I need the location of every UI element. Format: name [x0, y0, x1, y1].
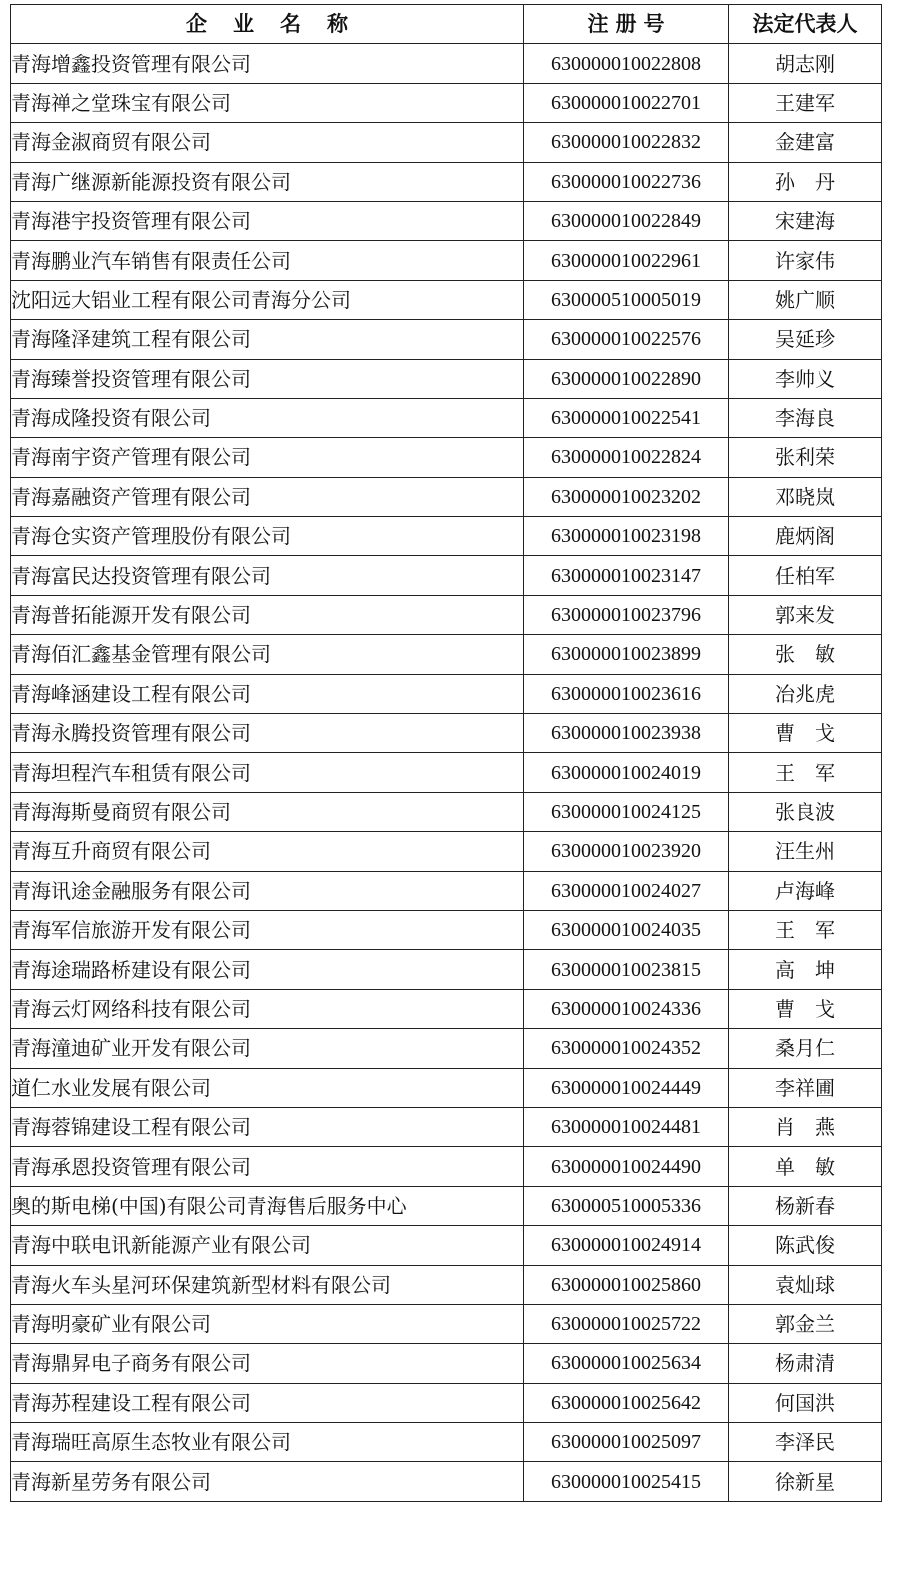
legal-representative-cell: 袁灿球 [729, 1265, 882, 1304]
enterprise-name-cell: 青海中联电讯新能源产业有限公司 [11, 1226, 524, 1265]
legal-representative-cell: 汪生州 [729, 832, 882, 871]
legal-representative-cell: 王建军 [729, 83, 882, 122]
legal-representative-cell: 杨新春 [729, 1186, 882, 1225]
enterprise-name-cell: 青海苏程建设工程有限公司 [11, 1383, 524, 1422]
legal-representative-cell: 宋建海 [729, 201, 882, 240]
legal-representative-cell: 鹿炳阁 [729, 517, 882, 556]
table-row [11, 1383, 882, 1422]
table-row [11, 714, 882, 753]
enterprise-name-cell: 青海富民达投资管理有限公司 [11, 556, 524, 595]
legal-representative-cell: 李帅义 [729, 359, 882, 398]
enterprise-name-cell: 青海佰汇鑫基金管理有限公司 [11, 635, 524, 674]
legal-representative-cell: 曹戈 [729, 989, 882, 1028]
registration-number-cell: 630000010022849 [524, 201, 729, 240]
table-row [11, 123, 882, 162]
header-enterprise-name: 企业名称 [11, 5, 524, 44]
enterprise-name-cell: 青海普拓能源开发有限公司 [11, 595, 524, 634]
enterprise-name-cell: 青海蓉锦建设工程有限公司 [11, 1107, 524, 1146]
table-body [11, 44, 882, 1501]
registration-number-cell: 630000010025722 [524, 1304, 729, 1343]
table-row [11, 1147, 882, 1186]
legal-representative-cell: 肖燕 [729, 1107, 882, 1146]
table-row [11, 871, 882, 910]
table-row [11, 1226, 882, 1265]
registration-number-cell: 630000010023899 [524, 635, 729, 674]
enterprise-name-cell: 青海明豪矿业有限公司 [11, 1304, 524, 1343]
registration-number-cell: 630000010024336 [524, 989, 729, 1028]
legal-representative-cell: 郭来发 [729, 595, 882, 634]
registration-number-cell: 630000010022832 [524, 123, 729, 162]
enterprise-name-cell: 青海云灯网络科技有限公司 [11, 989, 524, 1028]
legal-representative-cell: 胡志刚 [729, 44, 882, 83]
legal-representative-cell: 徐新星 [729, 1462, 882, 1501]
enterprise-name-cell: 青海鼎昇电子商务有限公司 [11, 1344, 524, 1383]
enterprise-name-cell: 道仁水业发展有限公司 [11, 1068, 524, 1107]
enterprise-name-cell: 青海鹏业汽车销售有限责任公司 [11, 241, 524, 280]
enterprise-name-cell: 青海新星劳务有限公司 [11, 1462, 524, 1501]
table-row [11, 989, 882, 1028]
enterprise-name-cell: 青海军信旅游开发有限公司 [11, 910, 524, 949]
table-row [11, 910, 882, 949]
enterprise-name-cell: 青海永腾投资管理有限公司 [11, 714, 524, 753]
registration-number-cell: 630000010024027 [524, 871, 729, 910]
enterprise-registry-table [10, 4, 882, 1502]
registration-number-cell: 630000010022701 [524, 83, 729, 122]
registration-number-cell: 630000010023920 [524, 832, 729, 871]
enterprise-name-cell: 青海隆泽建筑工程有限公司 [11, 320, 524, 359]
registration-number-cell: 630000010022961 [524, 241, 729, 280]
enterprise-name-cell: 青海仓实资产管理股份有限公司 [11, 517, 524, 556]
registration-number-cell: 630000010025642 [524, 1383, 729, 1422]
legal-representative-cell: 张利荣 [729, 438, 882, 477]
legal-representative-cell: 金建富 [729, 123, 882, 162]
enterprise-name-cell: 青海臻誉投资管理有限公司 [11, 359, 524, 398]
registration-number-cell: 630000010022736 [524, 162, 729, 201]
registration-number-cell: 630000010022576 [524, 320, 729, 359]
registration-number-cell: 630000510005019 [524, 280, 729, 319]
legal-representative-cell: 冶兆虎 [729, 674, 882, 713]
table-row [11, 635, 882, 674]
enterprise-name-cell: 青海途瑞路桥建设有限公司 [11, 950, 524, 989]
table-row [11, 1186, 882, 1225]
table-row [11, 832, 882, 871]
table-row [11, 44, 882, 83]
enterprise-name-cell: 青海嘉融资产管理有限公司 [11, 477, 524, 516]
registration-number-cell: 630000010023938 [524, 714, 729, 753]
registration-number-cell: 630000010023198 [524, 517, 729, 556]
table-row [11, 1265, 882, 1304]
legal-representative-cell: 孙丹 [729, 162, 882, 201]
enterprise-name-cell: 沈阳远大铝业工程有限公司青海分公司 [11, 280, 524, 319]
enterprise-name-cell: 青海承恩投资管理有限公司 [11, 1147, 524, 1186]
table-row [11, 280, 882, 319]
registration-number-cell: 630000010024481 [524, 1107, 729, 1146]
enterprise-name-cell: 青海海斯曼商贸有限公司 [11, 792, 524, 831]
enterprise-name-cell: 青海广继源新能源投资有限公司 [11, 162, 524, 201]
enterprise-name-cell: 青海潼迪矿业开发有限公司 [11, 1029, 524, 1068]
table-row [11, 241, 882, 280]
enterprise-name-cell: 青海增鑫投资管理有限公司 [11, 44, 524, 83]
table-row [11, 517, 882, 556]
legal-representative-cell: 任柏军 [729, 556, 882, 595]
table-header-row [11, 5, 882, 44]
registration-number-cell: 630000010022808 [524, 44, 729, 83]
registration-number-cell: 630000510005336 [524, 1186, 729, 1225]
enterprise-name-cell: 青海金淑商贸有限公司 [11, 123, 524, 162]
legal-representative-cell: 姚广顺 [729, 280, 882, 319]
table-row [11, 1423, 882, 1462]
legal-representative-cell: 张良波 [729, 792, 882, 831]
enterprise-name-cell: 青海讯途金融服务有限公司 [11, 871, 524, 910]
table-row [11, 1344, 882, 1383]
registration-number-cell: 630000010024125 [524, 792, 729, 831]
legal-representative-cell: 许家伟 [729, 241, 882, 280]
legal-representative-cell: 邓晓岚 [729, 477, 882, 516]
legal-representative-cell: 单敏 [729, 1147, 882, 1186]
legal-representative-cell: 李祥圃 [729, 1068, 882, 1107]
table-row [11, 320, 882, 359]
legal-representative-cell: 李泽民 [729, 1423, 882, 1462]
legal-representative-cell: 卢海峰 [729, 871, 882, 910]
enterprise-name-cell: 青海南宇资产管理有限公司 [11, 438, 524, 477]
table-row [11, 438, 882, 477]
table-row [11, 477, 882, 516]
table-row [11, 1107, 882, 1146]
table-row [11, 1029, 882, 1068]
registration-number-cell: 630000010024914 [524, 1226, 729, 1265]
registration-number-cell: 630000010024490 [524, 1147, 729, 1186]
legal-representative-cell: 何国洪 [729, 1383, 882, 1422]
registration-number-cell: 630000010024019 [524, 753, 729, 792]
enterprise-name-cell: 青海互升商贸有限公司 [11, 832, 524, 871]
registration-number-cell: 630000010022890 [524, 359, 729, 398]
table-row [11, 792, 882, 831]
enterprise-name-cell: 青海火车头星河环保建筑新型材料有限公司 [11, 1265, 524, 1304]
table-row [11, 753, 882, 792]
legal-representative-cell: 吴延珍 [729, 320, 882, 359]
registration-number-cell: 630000010023616 [524, 674, 729, 713]
legal-representative-cell: 王军 [729, 753, 882, 792]
table-row [11, 595, 882, 634]
registration-number-cell: 630000010023815 [524, 950, 729, 989]
legal-representative-cell: 郭金兰 [729, 1304, 882, 1343]
table-row [11, 1304, 882, 1343]
registration-number-cell: 630000010022541 [524, 398, 729, 437]
enterprise-name-cell: 青海禅之堂珠宝有限公司 [11, 83, 524, 122]
table-row [11, 162, 882, 201]
table-row [11, 556, 882, 595]
registration-number-cell: 630000010024035 [524, 910, 729, 949]
legal-representative-cell: 李海良 [729, 398, 882, 437]
legal-representative-cell: 桑月仁 [729, 1029, 882, 1068]
table-row [11, 1068, 882, 1107]
registration-number-cell: 630000010025097 [524, 1423, 729, 1462]
legal-representative-cell: 张敏 [729, 635, 882, 674]
legal-representative-cell: 曹戈 [729, 714, 882, 753]
registration-number-cell: 630000010024449 [524, 1068, 729, 1107]
table-row [11, 359, 882, 398]
registration-number-cell: 630000010023796 [524, 595, 729, 634]
registration-number-cell: 630000010022824 [524, 438, 729, 477]
table-row [11, 1462, 882, 1501]
legal-representative-cell: 杨肃清 [729, 1344, 882, 1383]
header-legal-representative: 法定代表人 [729, 5, 882, 44]
enterprise-name-cell: 青海峰涵建设工程有限公司 [11, 674, 524, 713]
enterprise-name-cell: 青海瑞旺高原生态牧业有限公司 [11, 1423, 524, 1462]
table-row [11, 398, 882, 437]
table-row [11, 83, 882, 122]
enterprise-name-cell: 青海港宇投资管理有限公司 [11, 201, 524, 240]
legal-representative-cell: 高坤 [729, 950, 882, 989]
enterprise-name-cell: 青海坦程汽车租赁有限公司 [11, 753, 524, 792]
registration-number-cell: 630000010024352 [524, 1029, 729, 1068]
legal-representative-cell: 王军 [729, 910, 882, 949]
registration-number-cell: 630000010025415 [524, 1462, 729, 1501]
legal-representative-cell: 陈武俊 [729, 1226, 882, 1265]
header-registration-number: 注册号 [524, 5, 729, 44]
enterprise-name-cell: 青海成隆投资有限公司 [11, 398, 524, 437]
table-row [11, 674, 882, 713]
registration-number-cell: 630000010023147 [524, 556, 729, 595]
enterprise-name-cell: 奥的斯电梯(中国)有限公司青海售后服务中心 [11, 1186, 524, 1225]
registration-number-cell: 630000010025634 [524, 1344, 729, 1383]
registration-number-cell: 630000010023202 [524, 477, 729, 516]
registration-number-cell: 630000010025860 [524, 1265, 729, 1304]
table-row [11, 201, 882, 240]
table-row [11, 950, 882, 989]
